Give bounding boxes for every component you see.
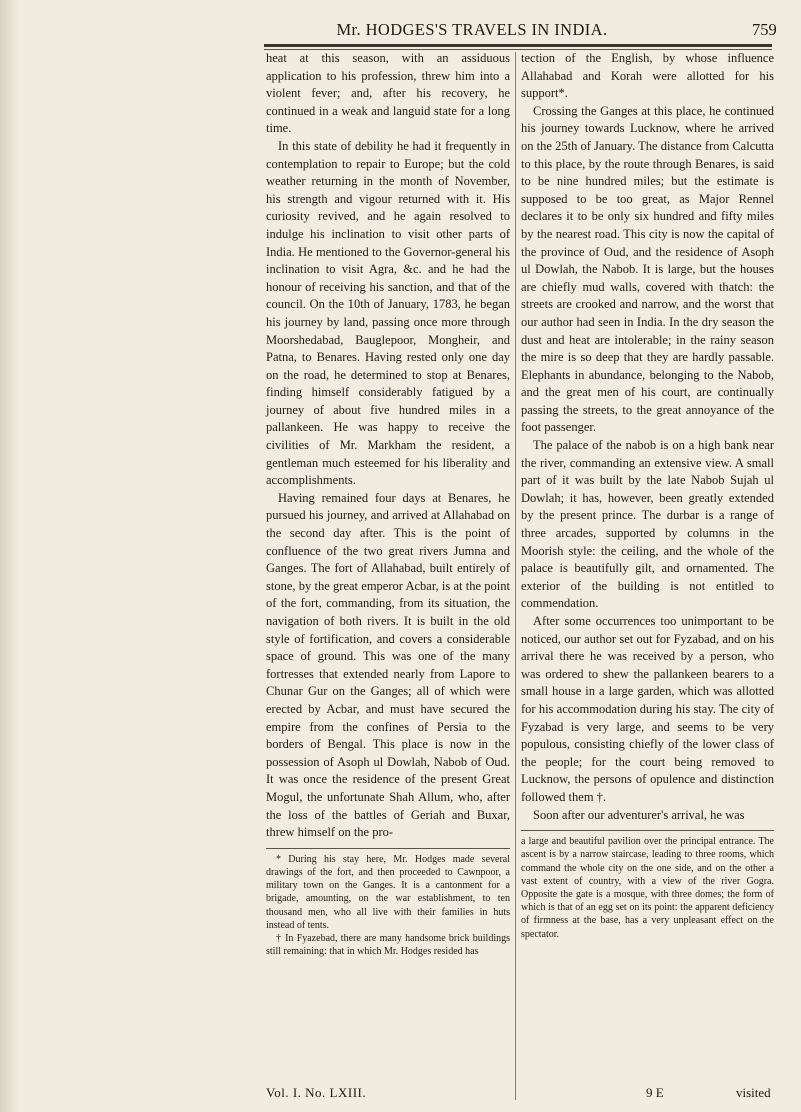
footnote-rule [266,848,510,849]
page-number: 759 [752,20,777,39]
page-gutter-shadow [0,0,18,1112]
signature-mark: 9 E [646,1085,664,1100]
paragraph: In this state of debility he had it frequently in contemplation to repair to Europe; but the cold weather returning in the month of November, his strength and vigour returned with it. His curiosity revived, and he again resolved to indulge his inclination to visit other parts of India. He mentioned to the Governor-general his inclination to visit Agra, &c. and he had the honour of receiving his sanction, and that of the council. On the 10th of January, 1783, he began his journey by land, passing once more through Moorshedabad, Bauglepoor, Mongheir, and Patna, to Benares. Having rested only one day on the road, he determined to stop at Benares, finding himself considerably fatigued by a journey of about five hundred miles in a pallankeen. He was happy to receive the civilities of Mr. Markham the resident, a gentleman much esteemed for his liberality and accomplishments. [266,138,510,488]
footnote: * During his stay here, Mr. Hodges made several drawings of the fort, and then proceeded to Cawnpoor, a military town on the Ganges. It is a cantonment for a brigade, amounting, on the war establishment, to ten thousand men, who all live with their families in huts instead of tents. [266,853,510,931]
paragraph: Having remained four days at Benares, he pursued his journey, and arrived at Allahabad on the second day after. This is the point of confluence of the two great rivers Jumna and Ganges. The fort of Allahabad, built entirely of stone, by the great emperor Acbar, is at the point of the fort, commanding, from its situation, the navigation of both rivers. It is built in the old style of fortification, and covers a considerable space of ground. This was one of the many fortresses that extended nearly from Lapore to Chunar Gur on the Ganges; all of which were erected by Acbar, and must have secured the empire from the confines of Persia to the borders of Bengal. This place is now in the possession of Asoph ul Dowlah, Nabob of Oud. It was once the residence of the present Great Mogul, the unfortunate Shah Allum, who, after the loss of the battles of Geriah and Buxar, threw himself on the pro- [266,490,510,840]
left-column [266,50,510,958]
catchword: visited [736,1085,771,1100]
footnote-continued: a large and beautiful pavilion over the principal entrance. The ascent is by a narrow staircase, leading to three rooms, which command the whole city on the one side, and on the other a vast extent of country, with a view of the river Gogra. Opposite the gate is a mosque, with three domes; the form of which is that of an egg set on its point: the apparent deficiency of firmness at the base, has a very unpleasant effect on the spectator. [521,836,774,940]
footnote-rule [521,830,774,831]
left-body-text [266,50,510,842]
right-footnotes [521,835,774,941]
header-rule-thick [264,44,772,47]
paragraph: tection of the English, by whose influence Allahabad and Korah were allotted for his support*. [521,51,774,101]
paragraph: The palace of the nabob is on a high bank near the river, commanding an extensive view. A small part of it was built by the late Nabob Sujah ul Dowlah; it has, however, been greatly extended by the present prince. The durbar is a range of three arcades, supported by columns in the Moorish style: the ceiling, and the whole of the palace is beautifully gilt, and ornamented. The exterior of the building is not entitled to commendation. [521,438,774,611]
running-title: Mr. HODGES'S TRAVELS IN INDIA. [336,20,608,39]
paragraph: Soon after our adventurer's arrival, he was [533,807,745,822]
paragraph: After some occurrences too unimportant to be noticed, our author set out for Fyzabad, and on his arrival there he was received by a person, who was ordered to shew the pallankeen bearers to a small house in a large garden, which was allotted for his accommodation during his stay. The city of Fyzabad is very large, and seems to be very populous, consisting chiefly of the lower class of the people; for the court being removed to Lucknow, the persons of opulence and distinction followed them †. [521,614,774,804]
volume-label: Vol. I. No. LXIII. [266,1085,367,1100]
right-body-text [521,50,774,824]
paragraph: heat at this season, with an assiduous application to his profession, threw him into a violent fever; and, after his recovery, he continued in a weak and languid state for a long time. [266,51,510,136]
footnote: † In Fyazebad, there are many handsome brick buildings still remaining: that in which Mr. Hodges resided has [266,932,510,958]
right-column [521,50,774,941]
left-footnotes [266,853,510,959]
column-divider [515,52,516,1100]
paragraph: Crossing the Ganges at this place, he continued his journey towards Lucknow, where he arrived on the 25th of January. The distance from Calcutta to this place, by the route through Benares, is said to be nine hundred miles; but the estimate is supposed to be too great, as Major Rennel declares it to be only six hundred and fifty miles by the nearest road. This city is now the capital of the province of Oud, and the residence of Asoph ul Dowlah, the Nabob. It is large, but the houses are chiefly mud walls, covered with thatch: the streets are crooked and narrow, and the worst that our author had seen in India. In the dry season the dust and heat are intolerable; in the rainy season the mire is so deep that they are hardly passable. Elephants in abundance, belonging to the Nabob, and the great men of his court, are continually passing the streets, to the great annoyance of the foot passenger. [521,103,774,435]
